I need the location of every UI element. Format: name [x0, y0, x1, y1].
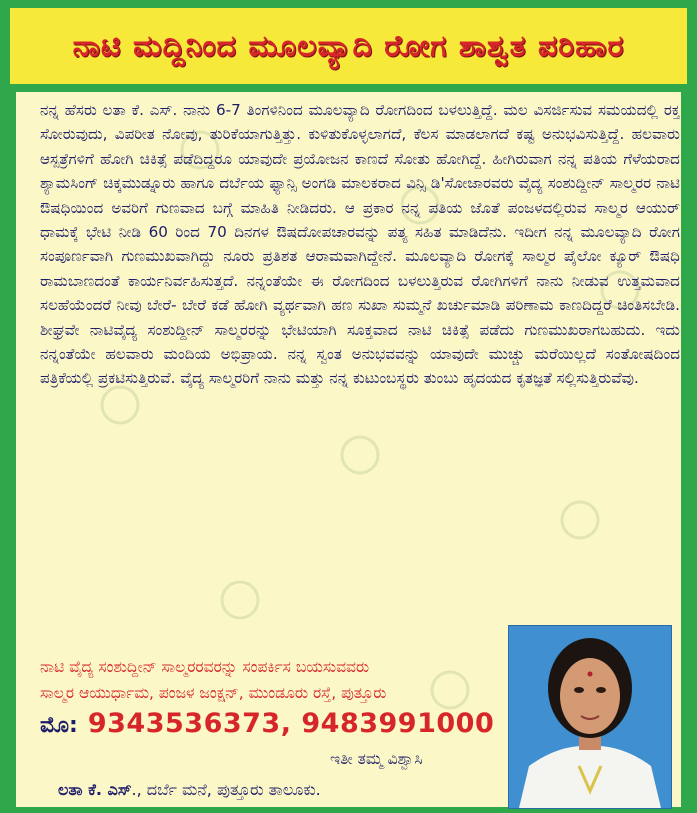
contact-block	[40, 654, 510, 739]
person-portrait-icon	[509, 626, 671, 808]
closing-regards: ಇತೀ ತಮ್ಮ ವಿಶ್ವಾಸಿ	[330, 750, 423, 768]
signature-address: ., ದರ್ಬೆ ಮನೆ, ಪುತ್ತೂರು ತಾಲೂಕು.	[131, 780, 321, 799]
headline-title: ನಾಟಿ ಮದ್ದಿನಿಂದ ಮೂಲವ್ಯಾದಿ ರೋಗ ಶಾಶ್ವತ ಪರಿಹಾರ	[72, 28, 625, 64]
headline-banner	[10, 8, 687, 84]
testimonial-photo	[508, 625, 672, 809]
testimonial-body: ನನ್ನ ಹೆಸರು ಲತಾ ಕೆ. ಎಸ್. ನಾನು 6-7 ತಿಂಗಳಿನಿಂದ ಮೂಲವ್ಯಾದಿ ರೋಗದಿಂದ ಬಳಲುತ್ತಿದ್ದೆ. ಮಲ ವಿಸರ್ಜಿಸುವ ಸಮಯದಲ್ಲಿ ರಕ್ತ ಸೋರುವುದು, ವಿಪರೀತ ನೋವು, ತುರಿಕೆಯಾಗುತ್ತಿತ್ತು. ಕುಳಿತುಕೊಳ್ಳಲಾಗದೆ, ಕೆಲಸ ಮಾಡಲಾಗದೆ ಕಷ್ಟ ಅನುಭವಿಸುತ್ತಿದ್ದೆ. ಹಲವಾರು ಆಸ್ಪತ್ರೆಗಳಿಗೆ ಹೋಗಿ ಚಿಕಿತ್ಸೆ ಪಡೆದಿದ್ದರೂ ಯಾವುದೇ ಪ್ರಯೋಜನ ಕಾಣದೆ ಸೋತು ಹೋಗಿದ್ದೆ. ಹೀಗಿರುವಾಗ ನನ್ನ ಪತಿಯ ಗೆಳೆಯರಾದ ಶ್ಯಾಮಸಿಂಗ್ ಚಿಕ್ಕಮುಡ್ನೂರು ಹಾಗೂ ದರ್ಬೆಯ ಫ್ಯಾನ್ಸಿ ಅಂಗಡಿ ಮಾಲಕರಾದ ವಿನ್ಸಿ ಡಿ'ಸೋಜಾರವರು ವೈದ್ಯ ಸಂಶುದ್ದೀನ್ ಸಾಲ್ಮರರ ನಾಟಿ ಔಷಧಿಯಿಂದ ಅವರಿಗೆ ಗುಣವಾದ ಬಗ್ಗೆ ಮಾಹಿತಿ ನೀಡಿದರು. ಆ ಪ್ರಕಾರ ನನ್ನ ಪತಿಯ ಜೊತೆ ಪಂಜಳದಲ್ಲಿರುವ ಸಾಲ್ಮರ ಆಯುರ್ ಧಾಮಕ್ಕೆ ಭೇಟಿ ನೀಡಿ 60 ರಿಂದ 70 ದಿನಗಳ ಔಷದೋಪಚಾರವನ್ನು ಪತ್ಯ ಸಹಿತ ಮಾಡಿದೆನು. ಇದೀಗ ನನ್ನ ಮೂಲವ್ಯಾದಿ ರೋಗ ಸಂಪೂರ್ಣವಾಗಿ ಗುಣಮುಖವಾಗಿದ್ದು ನೂರು ಪ್ರತಿಶತ ಆರಾಮವಾಗಿದ್ದೇನೆ. ಮೂಲವ್ಯಾದಿ ರೋಗಕ್ಕೆ ಸಾಲ್ಮರ ಪೈಲೋ ಕ್ಯೂರ್ ಔಷಧಿ ರಾಮಬಾಣದಂತೆ ಕಾರ್ಯನಿರ್ವಹಿಸುತ್ತದೆ. ನನ್ನಂತೆಯೇ ಈ ರೋಗದಿಂದ ಬಳಲುತ್ತಿರುವ ರೋಗಿಗಳಿಗೆ ನಾನು ನೀಡುವ ಉತ್ತಮವಾದ ಸಲಹೆಯೆಂದರೆ ನೀವು ಬೇರೆ- ಬೇರೆ ಕಡೆ ಹೋಗಿ ವ್ಯರ್ಥವಾಗಿ ಹಣ ಸುಖಾ ಸುಮ್ಮನೆ ಖರ್ಚುಮಾಡಿ ಪರಿಣಾಮ ಕಾಣದಿದ್ದರೆ ಚಿಂತಿಸಬೇಡಿ. ಶೀಘ್ರವೇ ನಾಟಿವೈದ್ಯ ಸಂಶುದ್ದೀನ್ ಸಾಲ್ಮರರನ್ನು ಭೇಟಿಯಾಗಿ ಸೂಕ್ತವಾದ ನಾಟಿ ಚಿಕಿತ್ಸೆ ಪಡೆದು ಗುಣಮುಖರಾಗಬಹುದು. ಇದು ನನ್ನಂತೆಯೇ ಹಲವಾರು ಮಂದಿಯ ಅಭಿಪ್ರಾಯ. ನನ್ನ ಸ್ವಂತ ಅನುಭವವನ್ನು ಯಾವುದೇ ಮುಚ್ಚು ಮರೆಯಿಲ್ಲದೆ ಸಂತೋಷದಿಂದ ಪತ್ರಿಕೆಯಲ್ಲಿ ಪ್ರಕಟಿಸುತ್ತಿರುವೆ. ವೈದ್ಯ ಸಾಲ್ಮರರಿಗೆ ನಾನು ಮತ್ತು ನನ್ನ ಕುಟುಂಬಸ್ಥರು ತುಂಬು ಹೃದಯದ ಕೃತಜ್ಞತೆ ಸಲ್ಲಿಸುತ್ತಿರುವೆವು.	[40, 101, 680, 388]
signature-name: ಲತಾ ಕೆ. ಎಸ್	[58, 780, 132, 799]
phone-numbers: 9343536373, 9483991000	[87, 708, 495, 739]
phone-row	[40, 708, 510, 739]
signature-line	[58, 780, 321, 800]
contact-address: ಸಾಲ್ಮರ ಆಯುರ್ಧಾಮ, ಪಂಜಳ ಜಂಕ್ಷನ್, ಮುಂಡೂರು ರಸ್ತೆ, ಪುತ್ತೂರು	[40, 684, 387, 702]
contact-intro: ನಾಟಿ ವೈದ್ಯ ಸಂಶುದ್ದೀನ್ ಸಾಲ್ಮರರವರನ್ನು ಸಂಪರ್ಕಿಸ ಬಯಸುವವರು	[40, 658, 370, 676]
phone-label: ಮೊ:	[40, 713, 78, 738]
